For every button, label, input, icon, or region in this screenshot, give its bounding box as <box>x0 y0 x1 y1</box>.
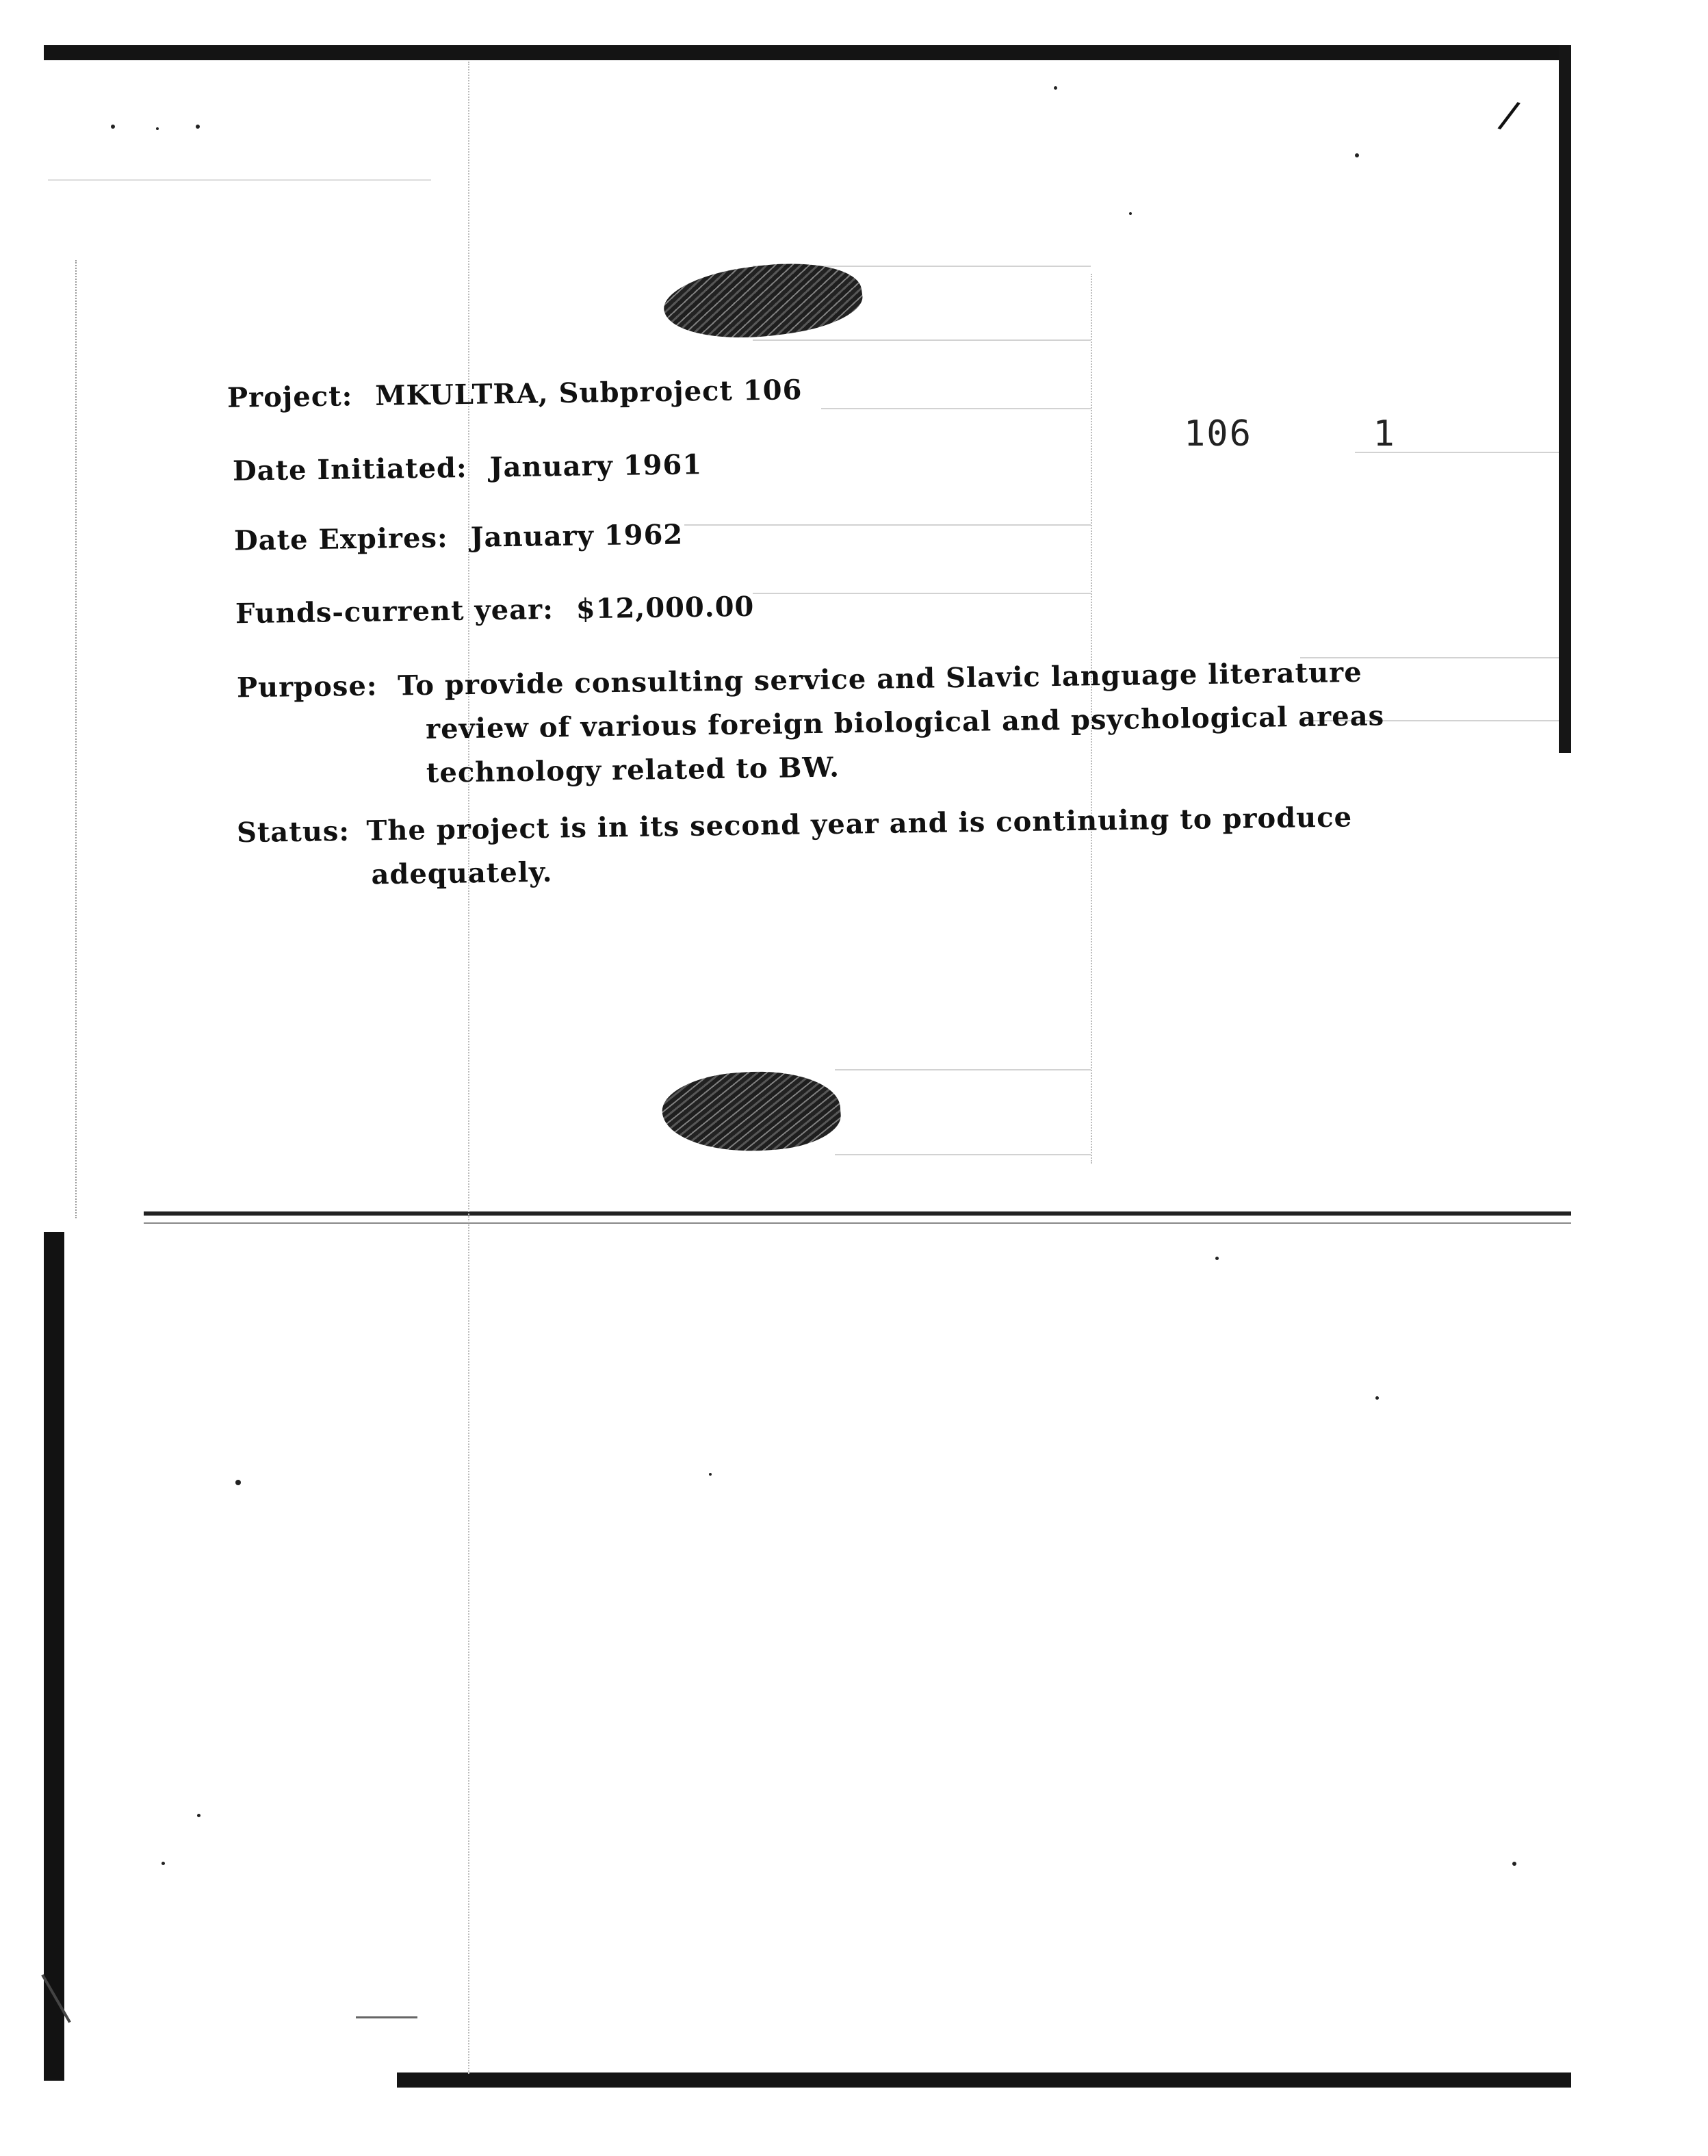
purpose-line: To provide consulting service and Slavic language literature <box>397 656 1362 702</box>
date-initiated-field <box>232 448 703 487</box>
registration-line <box>468 62 469 2074</box>
scan-speck <box>235 1480 241 1485</box>
scan-speck <box>1215 1257 1219 1260</box>
card-bottom-edge-shadow <box>144 1222 1571 1224</box>
scan-speck <box>1375 1396 1379 1400</box>
scan-speck <box>111 125 115 129</box>
scan-speck <box>161 1862 165 1865</box>
status-text <box>366 795 1394 897</box>
document-number-stamp <box>1184 413 1396 454</box>
registration-line <box>753 339 1091 341</box>
purpose-label: Purpose: <box>236 669 378 704</box>
scan-speck <box>1129 212 1132 215</box>
date-expires-field <box>233 518 684 557</box>
purpose-line: review of various foreign biological and psychological areas <box>425 700 1385 745</box>
scan-speck <box>1355 153 1359 157</box>
scan-border-left <box>44 1232 64 2081</box>
project-field <box>227 376 803 412</box>
scan-border-top <box>44 45 1571 60</box>
status-label: Status: <box>236 814 350 849</box>
date-initiated-label: Date Initiated: <box>232 452 468 487</box>
scan-border-bottom <box>397 2072 1571 2088</box>
pen-mark: / <box>1495 92 1523 139</box>
registration-line <box>835 1069 1091 1070</box>
funds-value: $12,000.00 <box>575 590 755 626</box>
registration-line <box>684 524 1091 526</box>
scan-speck <box>709 1473 712 1476</box>
scan-speck <box>196 125 200 129</box>
card-bottom-edge <box>144 1211 1571 1216</box>
scan-border-right <box>1559 45 1571 753</box>
project-label: Project: <box>227 380 353 414</box>
purpose-line: technology related to BW. <box>426 751 840 789</box>
funds-label: Funds-current year: <box>235 593 554 630</box>
document-number: 106 <box>1184 413 1252 454</box>
status-line: The project is in its second year and is continuing to produce <box>366 801 1353 847</box>
date-expires-value: January 1962 <box>470 518 684 554</box>
scan-speck <box>156 127 159 130</box>
redaction-bottom <box>660 1066 842 1157</box>
page-number: 1 <box>1373 413 1396 454</box>
status-line: adequately. <box>371 856 553 891</box>
registration-line <box>753 593 1091 594</box>
registration-line <box>821 408 1091 409</box>
scan-speck <box>356 2016 417 2018</box>
scan-speck <box>197 1814 200 1817</box>
funds-field <box>235 590 755 630</box>
date-expires-label: Date Expires: <box>233 522 449 557</box>
scan-speck <box>1512 1862 1516 1866</box>
registration-line <box>75 260 77 1218</box>
registration-line <box>48 179 431 181</box>
registration-line <box>835 1154 1091 1155</box>
date-initiated-value: January 1961 <box>489 448 703 484</box>
project-value: MKULTRA, Subproject 106 <box>374 374 803 412</box>
scan-speck <box>1054 86 1057 90</box>
purpose-text <box>398 650 1426 796</box>
